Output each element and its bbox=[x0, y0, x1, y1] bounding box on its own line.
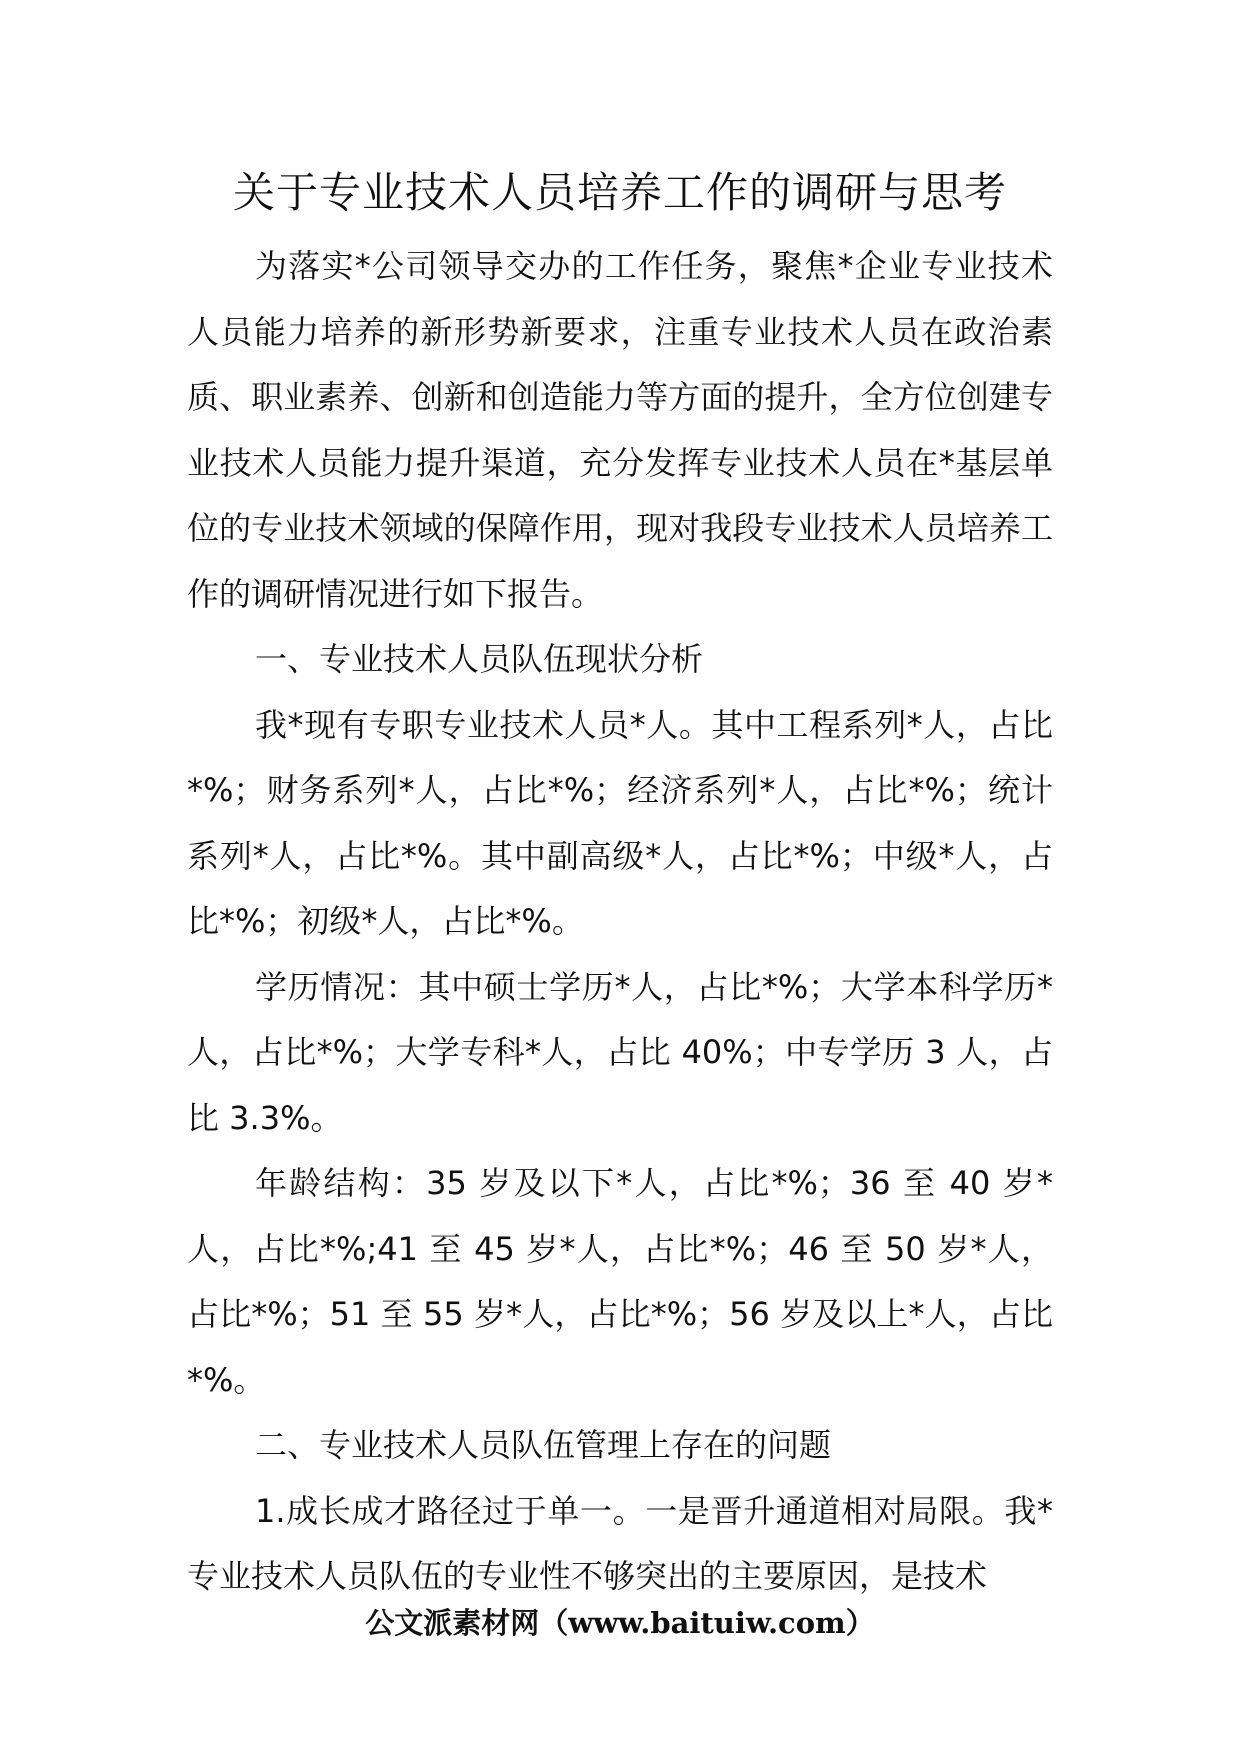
staff-composition-paragraph: 我*现有专职专业技术人员*人。其中工程系列*人，占比*%；财务系列*人，占比*%；经济系列*人，占比*%；统计系列*人，占比*%。其中副高级*人，占比*%；中级*人，占比*%；初级*人，占比*%。 bbox=[187, 705, 1053, 940]
age-structure-paragraph: 年龄结构：35 岁及以下*人，占比*%；36 至 40 岁*人，占比*%;41 至 45 岁*人，占比*%；46 至 50 岁*人，占比*%；51 至 55 岁*人，占比*%；56 岁及以上*人，占比*%。 bbox=[187, 1164, 1053, 1399]
footer-watermark: 公文派素材网（www.baituiw.com） bbox=[365, 1606, 875, 1640]
intro-paragraph: 为落实*公司领导交办的工作任务，聚焦*企业专业技术人员能力培养的新形势新要求，注重专业技术人员在政治素质、职业素养、创新和创造能力等方面的提升，全方位创建专业技术人员能力提升渠道，充分发挥专业技术人员在*基层单位的专业技术领域的保障作用，现对我段专业技术人员培养工作的调研情况进行如下报告。 bbox=[187, 247, 1053, 613]
education-paragraph: 学历情况：其中硕士学历*人，占比*%；大学本科学历*人，占比*%；大学专科*人，占比 40%；中专学历 3 人，占比 3.3%。 bbox=[187, 967, 1053, 1137]
section-heading-2: 二、专业技术人员队伍管理上存在的问题 bbox=[255, 1426, 832, 1464]
document-body bbox=[187, 234, 1053, 1610]
problems-paragraph: 1.成长成才路径过于单一。一是晋升通道相对局限。我*专业技术人员队伍的专业性不够突出的主要原因，是技术 bbox=[187, 1491, 1053, 1595]
document-title: 关于专业技术人员培养工作的调研与思考 bbox=[232, 168, 1007, 217]
section-heading-1: 一、专业技术人员队伍现状分析 bbox=[255, 640, 704, 678]
